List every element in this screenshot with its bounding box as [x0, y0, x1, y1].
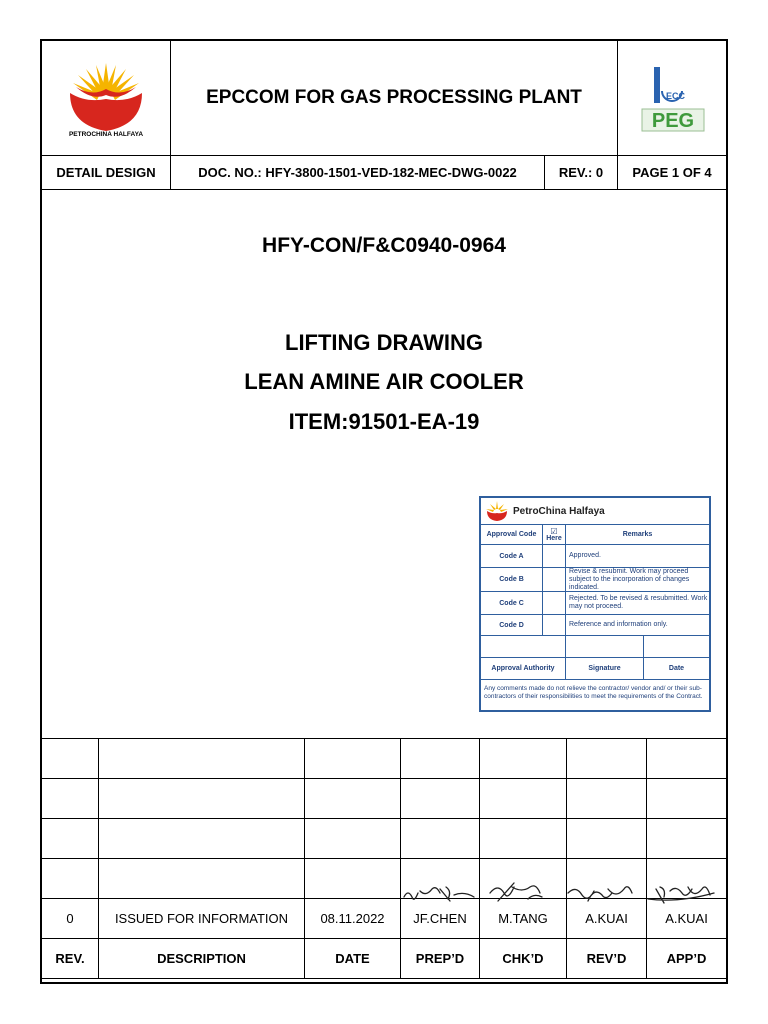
- stamp-remark: Approved.: [569, 552, 601, 559]
- stamp-code: Code A: [481, 545, 543, 567]
- stamp-note: Any comments made do not relieve the contractor/ vendor and/ or their sub-contractors of their responsibilities to meet the requirements of the Contract.: [484, 685, 703, 700]
- description-cell: ISSUED FOR INFORMATION: [99, 899, 305, 938]
- revision-empty-row: [42, 859, 726, 899]
- peg-logo-text: PEG: [651, 110, 695, 132]
- reference-number: HFY-CON/F&C0940-0964: [262, 234, 506, 257]
- stamp-row: [481, 592, 709, 615]
- stamp-signature: Signature: [566, 658, 644, 679]
- peg-logo-icon: [618, 41, 726, 155]
- design-phase: DETAIL DESIGN: [42, 156, 171, 189]
- stamp-tick-cell: [543, 568, 566, 591]
- revision-empty-row: [42, 819, 726, 859]
- page-number: PAGE 1 OF 4: [632, 165, 712, 180]
- approval-stamp: [479, 496, 711, 712]
- stamp-code: Code D: [481, 615, 543, 635]
- peg-logo-cell: [618, 41, 726, 155]
- stamp-col-remarks: Remarks: [622, 530, 653, 538]
- document-number: DOC. NO.: HFY-3800-1501-VED-182-MEC-DWG-0022: [171, 156, 545, 189]
- header-reviewed: REV’D: [567, 939, 647, 978]
- revision-empty-row: [42, 739, 726, 779]
- checked-by-cell: M.TANG: [480, 899, 567, 938]
- stamp-code: Code B: [481, 568, 543, 591]
- stamp-row: [481, 568, 709, 592]
- prepared-by-cell: JF.CHEN: [401, 899, 480, 938]
- project-title: EPCCOM FOR GAS PROCESSING PLANT: [171, 41, 618, 155]
- header-checked: CHK’D: [480, 939, 567, 978]
- stamp-remark: Revise & resubmit. Work may proceed subject to the incorporation of changes indicated.: [569, 567, 690, 591]
- stamp-row: [481, 545, 709, 568]
- header-rev: REV.: [42, 939, 99, 978]
- reviewed-by-cell: A.KUAI: [567, 899, 647, 938]
- header-description: DESCRIPTION: [99, 939, 305, 978]
- header-approved: APP’D: [666, 951, 707, 966]
- header-date: DATE: [305, 939, 401, 978]
- rev-cell: 0: [42, 899, 99, 938]
- drawing-title-line-2: LEAN AMINE AIR COOLER: [244, 369, 524, 394]
- stamp-authority-row: [481, 658, 709, 680]
- title-block-row: [42, 156, 726, 190]
- peg-logo-small-text: ECC: [666, 91, 686, 101]
- revision-number: REV.: 0: [545, 156, 618, 189]
- title-block-top: [42, 41, 726, 156]
- stamp-grid: [481, 525, 709, 680]
- revision-table: [42, 738, 726, 979]
- checkbox-icon: ☑: [550, 526, 558, 536]
- petrochina-logo-text: PETROCHINA HALFAYA: [68, 131, 144, 138]
- stamp-header-row: [481, 525, 709, 545]
- drawing-title-line-1: LIFTING DRAWING: [285, 330, 483, 355]
- stamp-remark: Reference and information only.: [569, 621, 668, 628]
- stamp-row: [481, 615, 709, 636]
- stamp-col-tick-label: Here: [546, 534, 562, 542]
- stamp-tick-cell: [543, 545, 566, 567]
- stamp-tick-cell: [543, 592, 566, 614]
- stamp-approval-authority: Approval Authority: [481, 658, 566, 679]
- stamp-date: Date: [668, 665, 685, 672]
- stamp-col-approval-code: Approval Code: [481, 525, 543, 544]
- drawing-frame: [40, 39, 728, 984]
- revision-row: [42, 899, 726, 939]
- revision-empty-row: [42, 779, 726, 819]
- stamp-remark: Rejected. To be revised & resubmitted. Work may not proceed.: [569, 595, 708, 610]
- petrochina-logo-icon: [42, 49, 170, 139]
- petrochina-logo-cell: [42, 41, 171, 155]
- stamp-col-tick: [543, 525, 566, 544]
- stamp-company-name: PetroChina Halfaya: [513, 505, 605, 517]
- stamp-tick-cell: [543, 615, 566, 635]
- petrochina-small-logo-icon: [485, 500, 509, 522]
- approved-by-cell: A.KUAI: [665, 911, 708, 926]
- date-cell: 08.11.2022: [305, 899, 401, 938]
- stamp-code: Code C: [481, 592, 543, 614]
- revision-header-row: [42, 939, 726, 979]
- stamp-blank-row: [481, 636, 709, 658]
- header-prepared: PREP’D: [401, 939, 480, 978]
- drawing-title-line-3: ITEM:91501-EA-19: [288, 409, 480, 434]
- stamp-header: [481, 498, 709, 525]
